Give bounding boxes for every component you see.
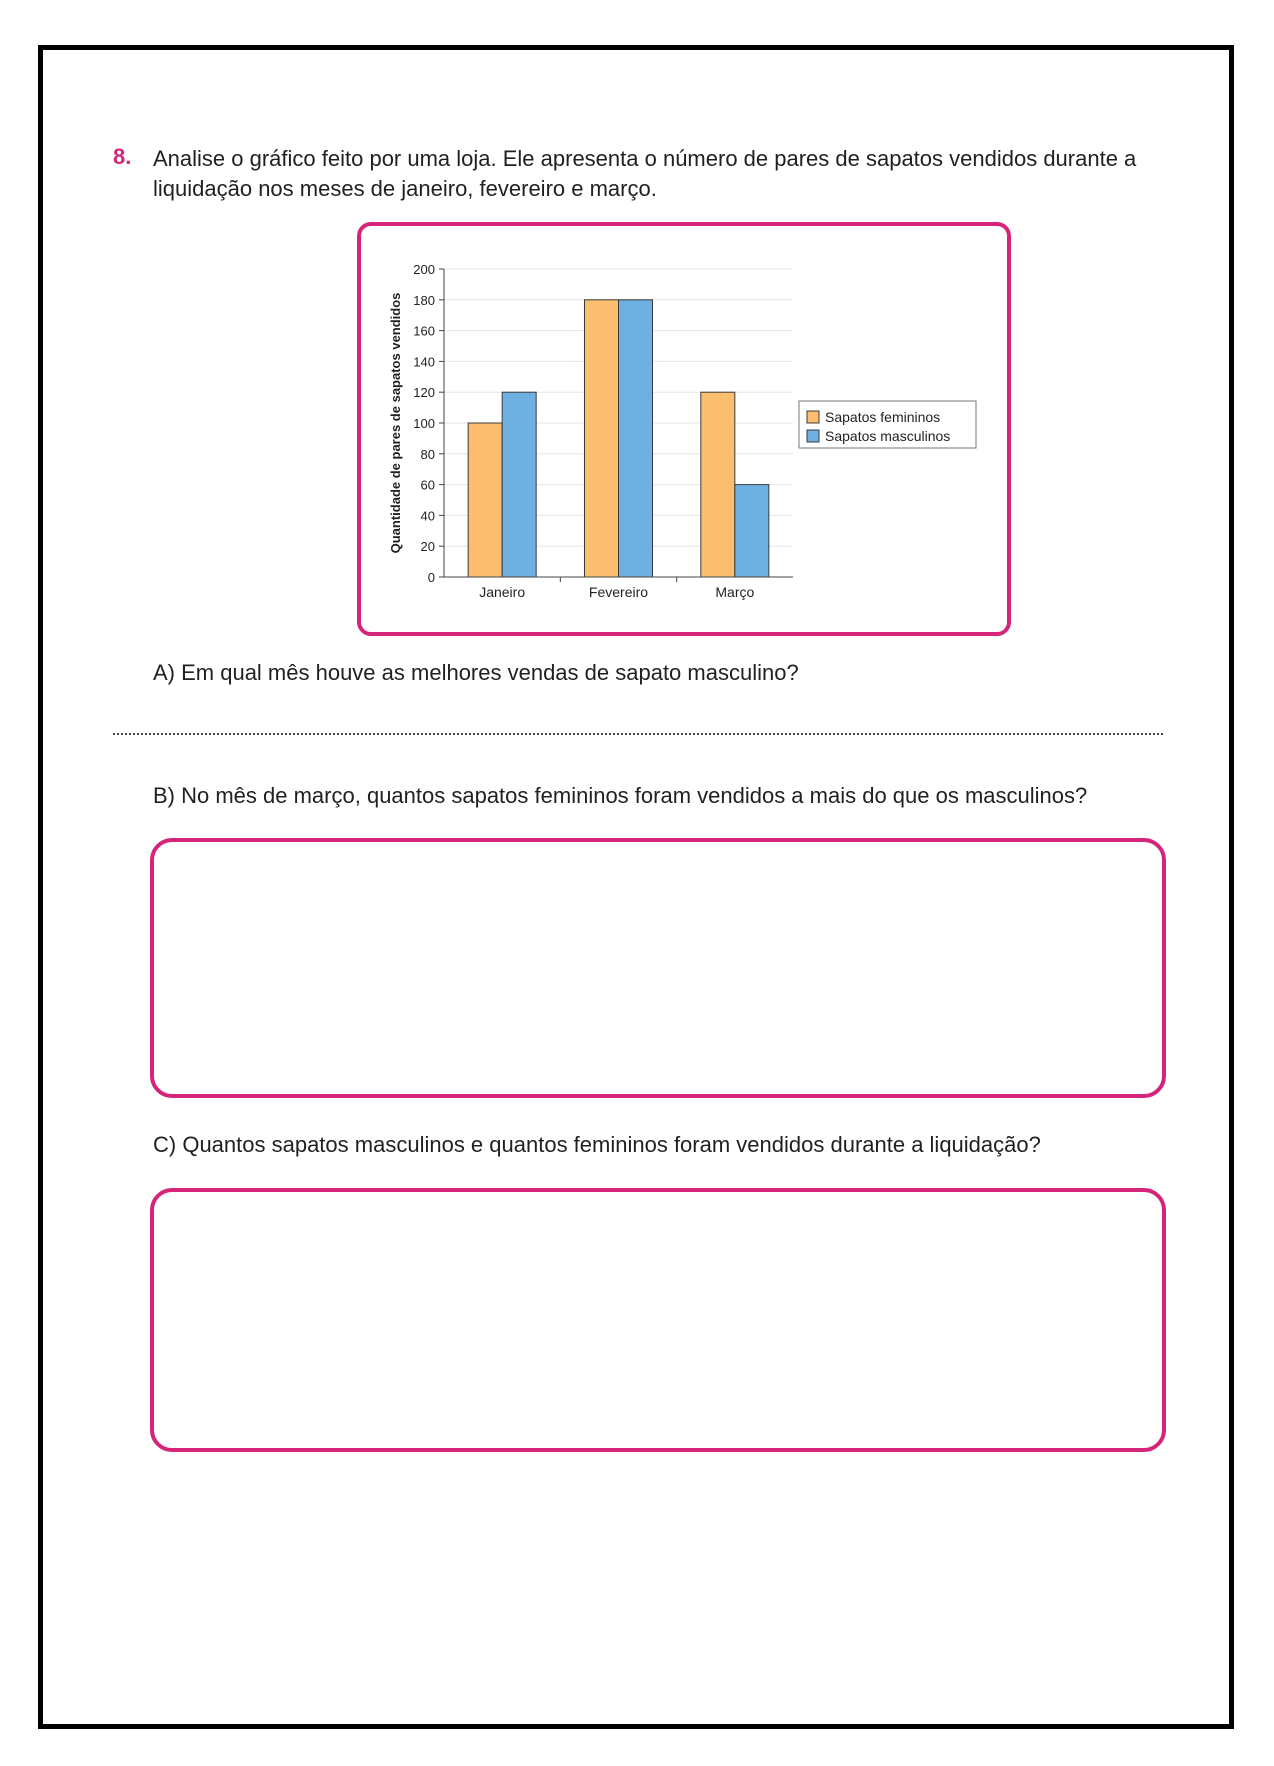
- x-tick-label: Março: [715, 584, 755, 600]
- x-tick-label: Janeiro: [479, 584, 526, 600]
- y-tick-label: 160: [413, 323, 435, 339]
- answer-box-b[interactable]: [150, 838, 1166, 1098]
- x-tick-label: Fevereiro: [588, 584, 649, 600]
- legend-swatch-female: [807, 411, 819, 423]
- y-tick-label: 200: [413, 262, 435, 277]
- bar-male-janeiro: [502, 392, 536, 577]
- bar-female-janeiro: [468, 423, 502, 577]
- y-tick-label: 180: [413, 292, 435, 308]
- question-b: B) No mês de março, quantos sapatos femininos foram vendidos a mais do que os masculinos?: [153, 783, 1088, 808]
- y-tick-label: 100: [413, 416, 435, 431]
- question-a: A) Em qual mês houve as melhores vendas de sapato masculino?: [153, 660, 799, 685]
- chart-frame: [357, 222, 1011, 636]
- y-tick-label: 40: [420, 508, 435, 524]
- bar-female-fevereiro: [585, 300, 619, 577]
- y-tick-label: 20: [420, 539, 435, 555]
- bar-male-fevereiro: [619, 300, 653, 577]
- legend-swatch-male: [807, 430, 819, 442]
- y-tick-label: 140: [413, 354, 435, 370]
- question-c: C) Quantos sapatos masculinos e quantos femininos foram vendidos durante a liquidação?: [153, 1132, 1041, 1157]
- question-number: 8.: [113, 144, 132, 169]
- answer-box-c[interactable]: [150, 1188, 1166, 1452]
- bar-male-março: [735, 485, 769, 577]
- y-tick-label: 80: [420, 446, 435, 462]
- legend-label-male: Sapatos masculinos: [825, 428, 951, 444]
- bar-chart: [361, 226, 1007, 632]
- y-axis-label: Quantidade de pares de sapatos vendidos: [388, 292, 403, 554]
- question-text: Analise o gráfico feito por uma loja. Ele apresenta o número de pares de sapatos vendidos durante a liquidação nos meses de janeiro, fevereiro e março.: [153, 146, 1137, 201]
- y-tick-label: 0: [427, 570, 435, 585]
- y-tick-label: 120: [413, 385, 435, 401]
- legend-label-female: Sapatos femininos: [825, 409, 941, 425]
- bar-female-março: [701, 392, 735, 577]
- answer-line-a[interactable]: [113, 733, 1163, 735]
- y-tick-label: 60: [420, 477, 435, 493]
